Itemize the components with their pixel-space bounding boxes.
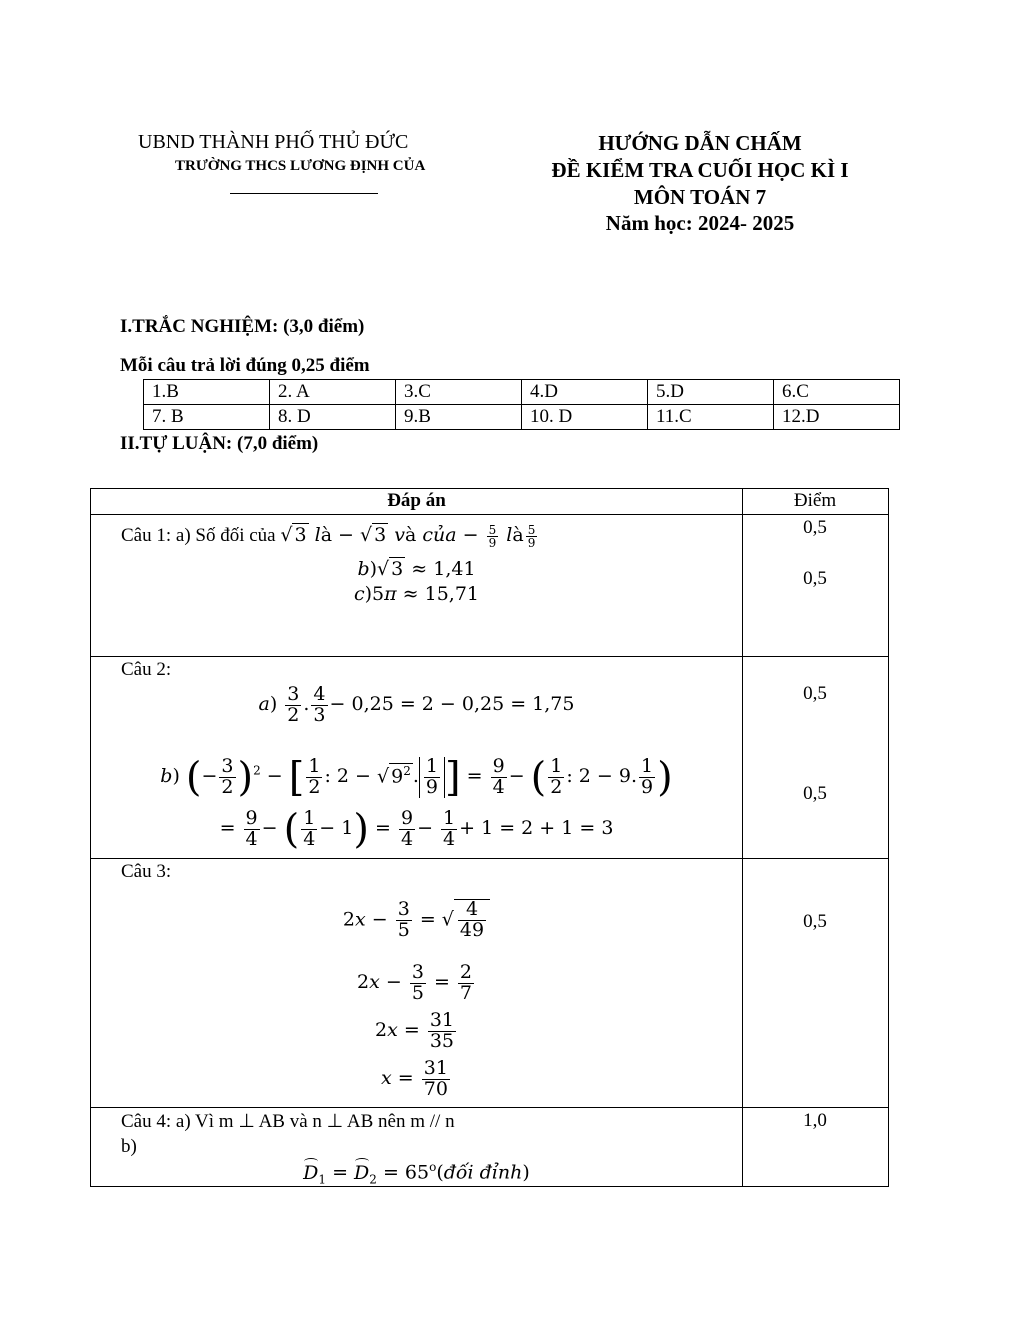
- math-text: à: [512, 524, 524, 546]
- section2-title: II.TỰ LUẬN: (7,0 điểm): [120, 433, 319, 454]
- bracket: ]: [444, 754, 461, 801]
- q2-score-b: 0,5: [803, 783, 827, 804]
- fraction-numerator: 4: [458, 900, 486, 921]
- fraction: [548, 757, 564, 798]
- math-text: (: [436, 1161, 444, 1184]
- fraction-denominator: 2: [221, 775, 234, 798]
- fraction-denominator: 5: [411, 981, 424, 1004]
- fraction-numerator: 3: [397, 898, 410, 921]
- fraction-denominator: 4: [303, 827, 316, 850]
- fraction: [219, 757, 235, 798]
- math-variable: b: [357, 558, 370, 580]
- section1-title: I.TRẮC NGHIỆM: (3,0 điểm): [120, 316, 365, 337]
- header-score: Điểm: [793, 490, 837, 511]
- answer-cell: 8. D: [270, 405, 396, 430]
- math-text: : 2 −: [324, 765, 377, 788]
- fraction: [491, 757, 507, 798]
- math-text: à −: [320, 524, 361, 546]
- math-text: 3: [391, 558, 404, 580]
- math-text: 9: [391, 765, 404, 788]
- math-text: −: [261, 817, 284, 840]
- fraction-numerator: 3: [287, 683, 300, 705]
- fraction-denominator: 4: [400, 827, 414, 850]
- superscript: 2: [403, 763, 411, 778]
- fraction: [244, 809, 260, 850]
- math-variable: x: [381, 1067, 392, 1090]
- question-2-row: [91, 657, 888, 859]
- square-root: [377, 763, 413, 787]
- radicand: [372, 523, 388, 546]
- question-4-row: [91, 1108, 888, 1187]
- fraction: [306, 757, 322, 798]
- fraction-denominator: 9: [641, 775, 654, 798]
- answer-cell: 4.D: [522, 380, 648, 405]
- q2-label: Câu 2:: [121, 659, 172, 680]
- fraction-denominator: 2: [287, 703, 300, 726]
- math-variable: đối đỉnh: [443, 1161, 523, 1184]
- bracket: [: [288, 754, 305, 801]
- math-text: 2: [357, 971, 370, 994]
- fraction-denominator: 49: [459, 918, 485, 941]
- fraction: [301, 809, 317, 850]
- fraction: [285, 685, 301, 726]
- math-text: = 65: [376, 1161, 430, 1184]
- fraction: [441, 809, 457, 850]
- answer-cell: 6.C: [774, 380, 900, 405]
- fraction: [422, 1059, 450, 1100]
- math-text: ≈ 15,71: [396, 583, 480, 605]
- math-text: 2: [375, 1019, 388, 1042]
- fraction: [399, 809, 415, 850]
- q3-label: Câu 3:: [121, 861, 172, 882]
- question-1-row: [91, 515, 888, 657]
- answer-key-table: [143, 379, 900, 430]
- fraction-denominator: 4: [245, 827, 258, 850]
- fraction-denominator: 5: [397, 919, 410, 942]
- fraction-numerator: 1: [550, 755, 563, 777]
- fraction-numerator: 1: [308, 755, 321, 777]
- math-variable: a: [258, 693, 270, 716]
- math-variable: v: [388, 524, 405, 546]
- radical-sign-icon: √: [377, 765, 390, 788]
- fraction-numerator: 1: [303, 807, 316, 829]
- bracket: (: [185, 754, 202, 801]
- fraction-denominator: 9: [527, 536, 536, 551]
- math-text: =: [427, 971, 456, 994]
- bracket: (: [283, 806, 300, 853]
- math-variable: của: [422, 524, 457, 546]
- math-text: + 1 = 2 + 1 = 3: [459, 817, 614, 840]
- q2-score-a: 0,5: [803, 683, 827, 704]
- math-text: −: [417, 817, 440, 840]
- subscript: 1: [318, 1172, 327, 1187]
- math-variable: b: [160, 765, 173, 788]
- q2-line-b2: [91, 806, 742, 853]
- bracket: ): [237, 754, 254, 801]
- math-text: 2: [342, 908, 355, 931]
- math-text: ): [269, 693, 284, 716]
- fraction-numerator: 4: [313, 683, 326, 705]
- math-text: =: [397, 1019, 426, 1042]
- math-text: )5: [364, 583, 385, 605]
- grading-table: [90, 488, 889, 1187]
- square-root: [377, 557, 405, 580]
- answer-cell: 3.C: [396, 380, 522, 405]
- math-text: =: [413, 908, 442, 931]
- answer-cell: 12.D: [774, 405, 900, 430]
- math-text: ): [522, 1161, 530, 1184]
- fraction-denominator: 2: [550, 775, 563, 798]
- answer-cell: 1.B: [144, 380, 270, 405]
- fraction-numerator: 1: [641, 755, 654, 777]
- math-text: =: [368, 817, 397, 840]
- bracket: ): [353, 806, 369, 853]
- q2-line-a: [91, 685, 742, 726]
- bracket: (: [530, 754, 547, 801]
- math-variable: π: [384, 583, 397, 605]
- math-variable: l: [308, 524, 321, 546]
- absolute-value: [419, 757, 445, 798]
- radical-sign-icon: √: [377, 558, 390, 580]
- superscript: o: [429, 1160, 437, 1174]
- q3-line-3: [91, 1011, 742, 1052]
- answer-cell: 11.C: [648, 405, 774, 430]
- math-text: −: [260, 765, 289, 788]
- section1-note: Mỗi câu trả lời đúng 0,25 điểm: [120, 355, 370, 376]
- q1-score-b: 0,5: [803, 568, 827, 589]
- doc-title: HƯỚNG DẪN CHẤM: [598, 131, 802, 155]
- math-text: − 1: [319, 817, 354, 840]
- q3-score: 0,5: [803, 911, 827, 932]
- math-text: : 2 − 9.: [566, 765, 638, 788]
- school-name: TRƯỜNG THCS LƯƠNG ĐỊNH CỦA: [175, 158, 426, 174]
- answer-cell: 9.B: [396, 405, 522, 430]
- fraction-denominator: 9: [425, 775, 438, 798]
- radicand: [454, 899, 490, 941]
- fraction-denominator: 35: [429, 1029, 454, 1052]
- school-year: Năm học: 2024- 2025: [605, 211, 795, 235]
- fraction-denominator: 7: [459, 981, 472, 1004]
- radical-sign-icon: √: [360, 524, 373, 546]
- square-root: [442, 899, 490, 941]
- authority-name: UBND THÀNH PHỐ THỦ ĐỨC: [138, 131, 409, 153]
- q2-line-b1: [91, 754, 742, 801]
- math-text: −: [379, 971, 408, 994]
- fraction: [458, 963, 474, 1004]
- radicand: [389, 557, 405, 580]
- fraction-numerator: 31: [423, 1057, 448, 1079]
- square-root: [360, 523, 388, 546]
- fraction: [396, 900, 412, 941]
- answer-cell: 10. D: [522, 405, 648, 430]
- fraction-numerator: 9: [400, 807, 414, 829]
- fraction-numerator: 5: [488, 522, 497, 537]
- table-header-row: [91, 489, 888, 515]
- math-text: −: [201, 765, 218, 788]
- q1-line-a: [121, 523, 539, 550]
- radical-sign-icon: √: [280, 524, 293, 546]
- q4-score: 1,0: [803, 1110, 827, 1131]
- fraction-numerator: 9: [245, 807, 258, 829]
- math-text: =: [219, 817, 242, 840]
- q3-line-1: [91, 899, 742, 941]
- math-text: −: [456, 524, 485, 546]
- radical-sign-icon: √: [441, 908, 454, 931]
- fraction: [487, 524, 499, 550]
- q1-score-a: 0,5: [803, 517, 827, 538]
- q3-line-2: [91, 963, 742, 1004]
- math-variable: x: [387, 1019, 398, 1042]
- exam-title: ĐỀ KIỂM TRA CUỐI HỌC KÌ I: [551, 158, 849, 182]
- table-row: [144, 405, 900, 430]
- subscript: 2: [369, 1172, 377, 1187]
- fraction-denominator: 4: [443, 827, 456, 850]
- q1-line-b: [91, 557, 742, 581]
- fraction-denominator: 4: [492, 775, 505, 798]
- math-text: −: [508, 765, 531, 788]
- superscript: 2: [253, 763, 261, 778]
- q4-line-b: b): [121, 1136, 137, 1157]
- fraction-denominator: 9: [488, 536, 497, 551]
- header-divider: [230, 193, 378, 194]
- math-variable: x: [369, 971, 380, 994]
- fraction-numerator: 31: [429, 1009, 454, 1031]
- fraction-numerator: 3: [411, 961, 424, 983]
- fraction: [526, 524, 538, 550]
- radicand: [389, 763, 413, 787]
- fraction-denominator: 3: [313, 703, 326, 726]
- fraction: [458, 900, 486, 941]
- subject-title: MÔN TOÁN 7: [633, 185, 767, 209]
- q4-line-a: Câu 4: a) Vì m ⊥ AB và n ⊥ AB nên m // n: [121, 1111, 455, 1132]
- bracket: ): [657, 754, 673, 801]
- square-root: [280, 523, 308, 546]
- fraction: [428, 1011, 456, 1052]
- math-text: ): [369, 558, 378, 580]
- math-text: ): [172, 765, 186, 788]
- fraction-numerator: 2: [459, 961, 472, 983]
- math-variable: l: [500, 524, 513, 546]
- question-3-row: [91, 859, 888, 1108]
- math-text: =: [391, 1067, 420, 1090]
- fraction-denominator: 2: [308, 775, 321, 798]
- math-text: =: [460, 765, 489, 788]
- math-variable: x: [354, 908, 366, 931]
- q1-line-c: [91, 583, 742, 606]
- radicand: [292, 523, 308, 546]
- math-variable: c: [353, 583, 365, 605]
- fraction-numerator: 5: [527, 522, 536, 537]
- answer-cell: 5.D: [648, 380, 774, 405]
- answer-cell: 7. B: [144, 405, 270, 430]
- fraction: [639, 757, 655, 798]
- math-text: =: [326, 1161, 355, 1184]
- math-text: ≈ 1,41: [405, 558, 476, 580]
- fraction-numerator: 9: [492, 755, 505, 777]
- math-text: .: [412, 765, 419, 788]
- fraction-numerator: 1: [443, 807, 456, 829]
- math-text: .: [303, 693, 310, 716]
- math-text: à: [405, 524, 423, 546]
- fraction-denominator: 70: [423, 1077, 448, 1100]
- answer-cell: 2. A: [270, 380, 396, 405]
- math-text: −: [365, 908, 394, 931]
- fraction-numerator: 1: [425, 755, 438, 777]
- math-text: 3: [294, 524, 307, 546]
- q3-line-4: [91, 1059, 742, 1100]
- q4-line-c: [91, 1160, 742, 1187]
- fraction: [311, 685, 327, 726]
- angle-symbol: D: [354, 1161, 370, 1184]
- fraction: [424, 757, 440, 798]
- math-text: Câu 1: a) Số đối của: [121, 525, 281, 546]
- fraction: [410, 963, 426, 1004]
- fraction-numerator: 3: [221, 755, 234, 777]
- table-row: [144, 380, 900, 405]
- header-answer: Đáp án: [387, 490, 446, 511]
- math-text: 3: [374, 524, 387, 546]
- angle-symbol: D: [303, 1161, 319, 1184]
- math-text: − 0,25 = 2 − 0,25 = 1,75: [329, 693, 575, 716]
